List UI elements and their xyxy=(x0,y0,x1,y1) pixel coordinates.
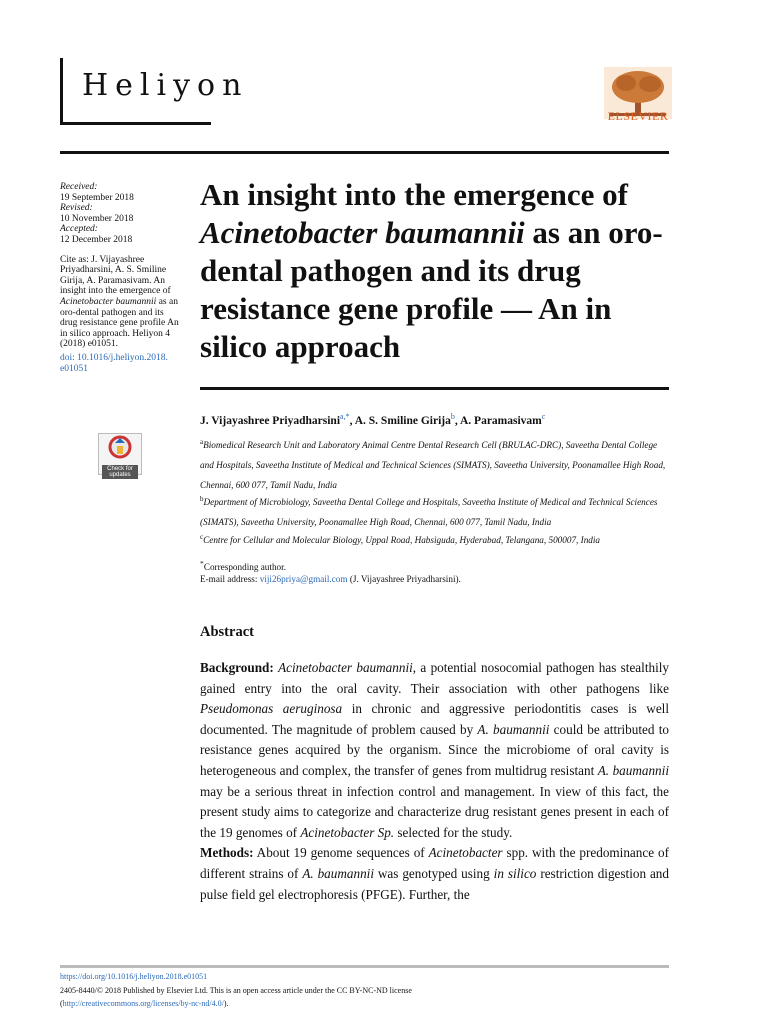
title-species: Acinetobacter baumannii xyxy=(200,215,525,250)
license-link[interactable]: http://creativecommons.org/licenses/by-nc-nd/4.0/ xyxy=(62,999,224,1008)
check-for-updates-label: Check for updates xyxy=(102,465,138,479)
journal-name: Heliyon xyxy=(82,68,249,103)
revised-date: 10 November 2018 xyxy=(60,213,134,224)
doi-link[interactable]: doi: 10.1016/j.heliyon.2018. e01051 xyxy=(60,352,168,374)
publisher-name: ELSEVIER xyxy=(607,109,669,123)
author-list: J. Vijayashree Priyadharsini$^{a,*}$, A. S. Smiline Girija$^b$, A. Paramasivam$^c$ xyxy=(200,412,546,427)
footer-doi-link[interactable]: https://doi.org/10.1016/j.heliyon.2018.e01051 xyxy=(60,972,208,981)
accepted-date: 12 December 2018 xyxy=(60,234,133,245)
license-text: 2405-8440/© 2018 Published by Elsevier Ltd. This is an open access article under the CC BY-NC-ND license xyxy=(60,985,412,995)
article-history-sidebar xyxy=(60,182,180,374)
author-2[interactable]: A. S. Smiline Girija xyxy=(354,414,451,427)
abstract-heading: Abstract xyxy=(200,624,254,640)
author-1[interactable]: J. Vijayashree Priyadharsini xyxy=(200,414,341,427)
abstract-body xyxy=(200,658,669,905)
article-title xyxy=(200,176,670,366)
received-label: Received: xyxy=(60,182,98,192)
crossmark-icon xyxy=(99,434,141,460)
author-1-affil[interactable]: a,* xyxy=(340,412,350,421)
received-date: 19 September 2018 xyxy=(60,192,134,203)
check-for-updates-badge[interactable] xyxy=(98,433,142,478)
abstract-methods: Methods: About 19 genome sequences of Acinetobacter spp. with the predominance of different strains of A. baumannii was genotyped using in silico restriction digestion and pulse field gel electrophoresis (PFGE). Further, the xyxy=(200,845,669,902)
page-footer xyxy=(60,970,680,1011)
title-rule xyxy=(200,387,669,390)
citation xyxy=(60,255,180,350)
citation-species: Acinetobacter baumannii xyxy=(60,296,157,307)
author-3-affil[interactable]: c xyxy=(541,412,546,421)
abstract-background: Background: Acinetobacter baumannii, a potential nosocomial pathogen has stealthily gained entry into the oral cavity. Their association with other pathogens like Pseudomonas aeruginosa in chronic and aggressive periodontitis cases is well documented. The magnitude of problem caused by A. baumannii could be attributed to resistance genes acquired by the organism. Since the microbiome of oral cavity is heterogeneous and complex, the transfer of genes from multidrug resistant A. baumannii may be a serious threat in infection control and management. In view of this fact, the present study aims to categorize and characterize drug resistant genes present in each of the 19 genomes of Acinetobacter Sp. selected for the study. xyxy=(200,660,670,840)
affiliation-b: $^b$Department of Microbiology, Saveetha Dental College and Hospitals, Saveetha Institute of Medical and Technical Sciences (SIMATS), Saveetha University, Poonamallee High Road, Chennai, 600 077, Tamil Nadu, India xyxy=(200,495,658,528)
email-link[interactable]: viji26priya@gmail.com xyxy=(259,574,348,584)
citation-prefix: Cite as: J. Vijayashree Priyadharsini, A. S. Smiline Girija, A. Paramasivam. An insight into the emergence of xyxy=(60,254,171,297)
footer-rule xyxy=(60,965,669,968)
header-rule xyxy=(60,151,669,154)
author-3[interactable]: A. Paramasivam xyxy=(460,414,542,427)
revised-label: Revised: xyxy=(60,203,93,214)
license-link-line: (http://creativecommons.org/licenses/by-nc-nd/4.0/). xyxy=(60,999,229,1008)
corresponding-author-note: *Corresponding author. xyxy=(200,559,286,573)
title-part1: An insight into the emergence of xyxy=(200,177,628,212)
citation-suffix: as an oro-dental pathogen and its drug resistance gene profile An in silico approach. Heliyon 4 (2018) e01051. xyxy=(60,296,179,350)
email-line: E-mail address: viji26priya@gmail.com (J. Vijayashree Priyadharsini). xyxy=(200,574,461,584)
affiliation-c: $^c$Centre for Cellular and Molecular Biology, Uppal Road, Habsiguda, Hyderabad, Telangana, 500007, India xyxy=(200,533,601,546)
affiliation-a: $^a$Biomedical Research Unit and Laboratory Animal Centre Dental Research Cell (BRULAC-DRC), Saveetha Dental College and Hospitals, Saveetha Institute of Medical and Technical Sciences (SIMATS), Saveetha University, Poonamallee High Road, Chennai, 600 077, Tamil Nadu, India xyxy=(200,438,666,491)
title-part2: as an oro-dental pathogen and its drug resistance gene profile — An in silico approach xyxy=(200,215,663,364)
author-2-affil[interactable]: b xyxy=(450,412,455,421)
accepted-label: Accepted: xyxy=(60,224,98,235)
